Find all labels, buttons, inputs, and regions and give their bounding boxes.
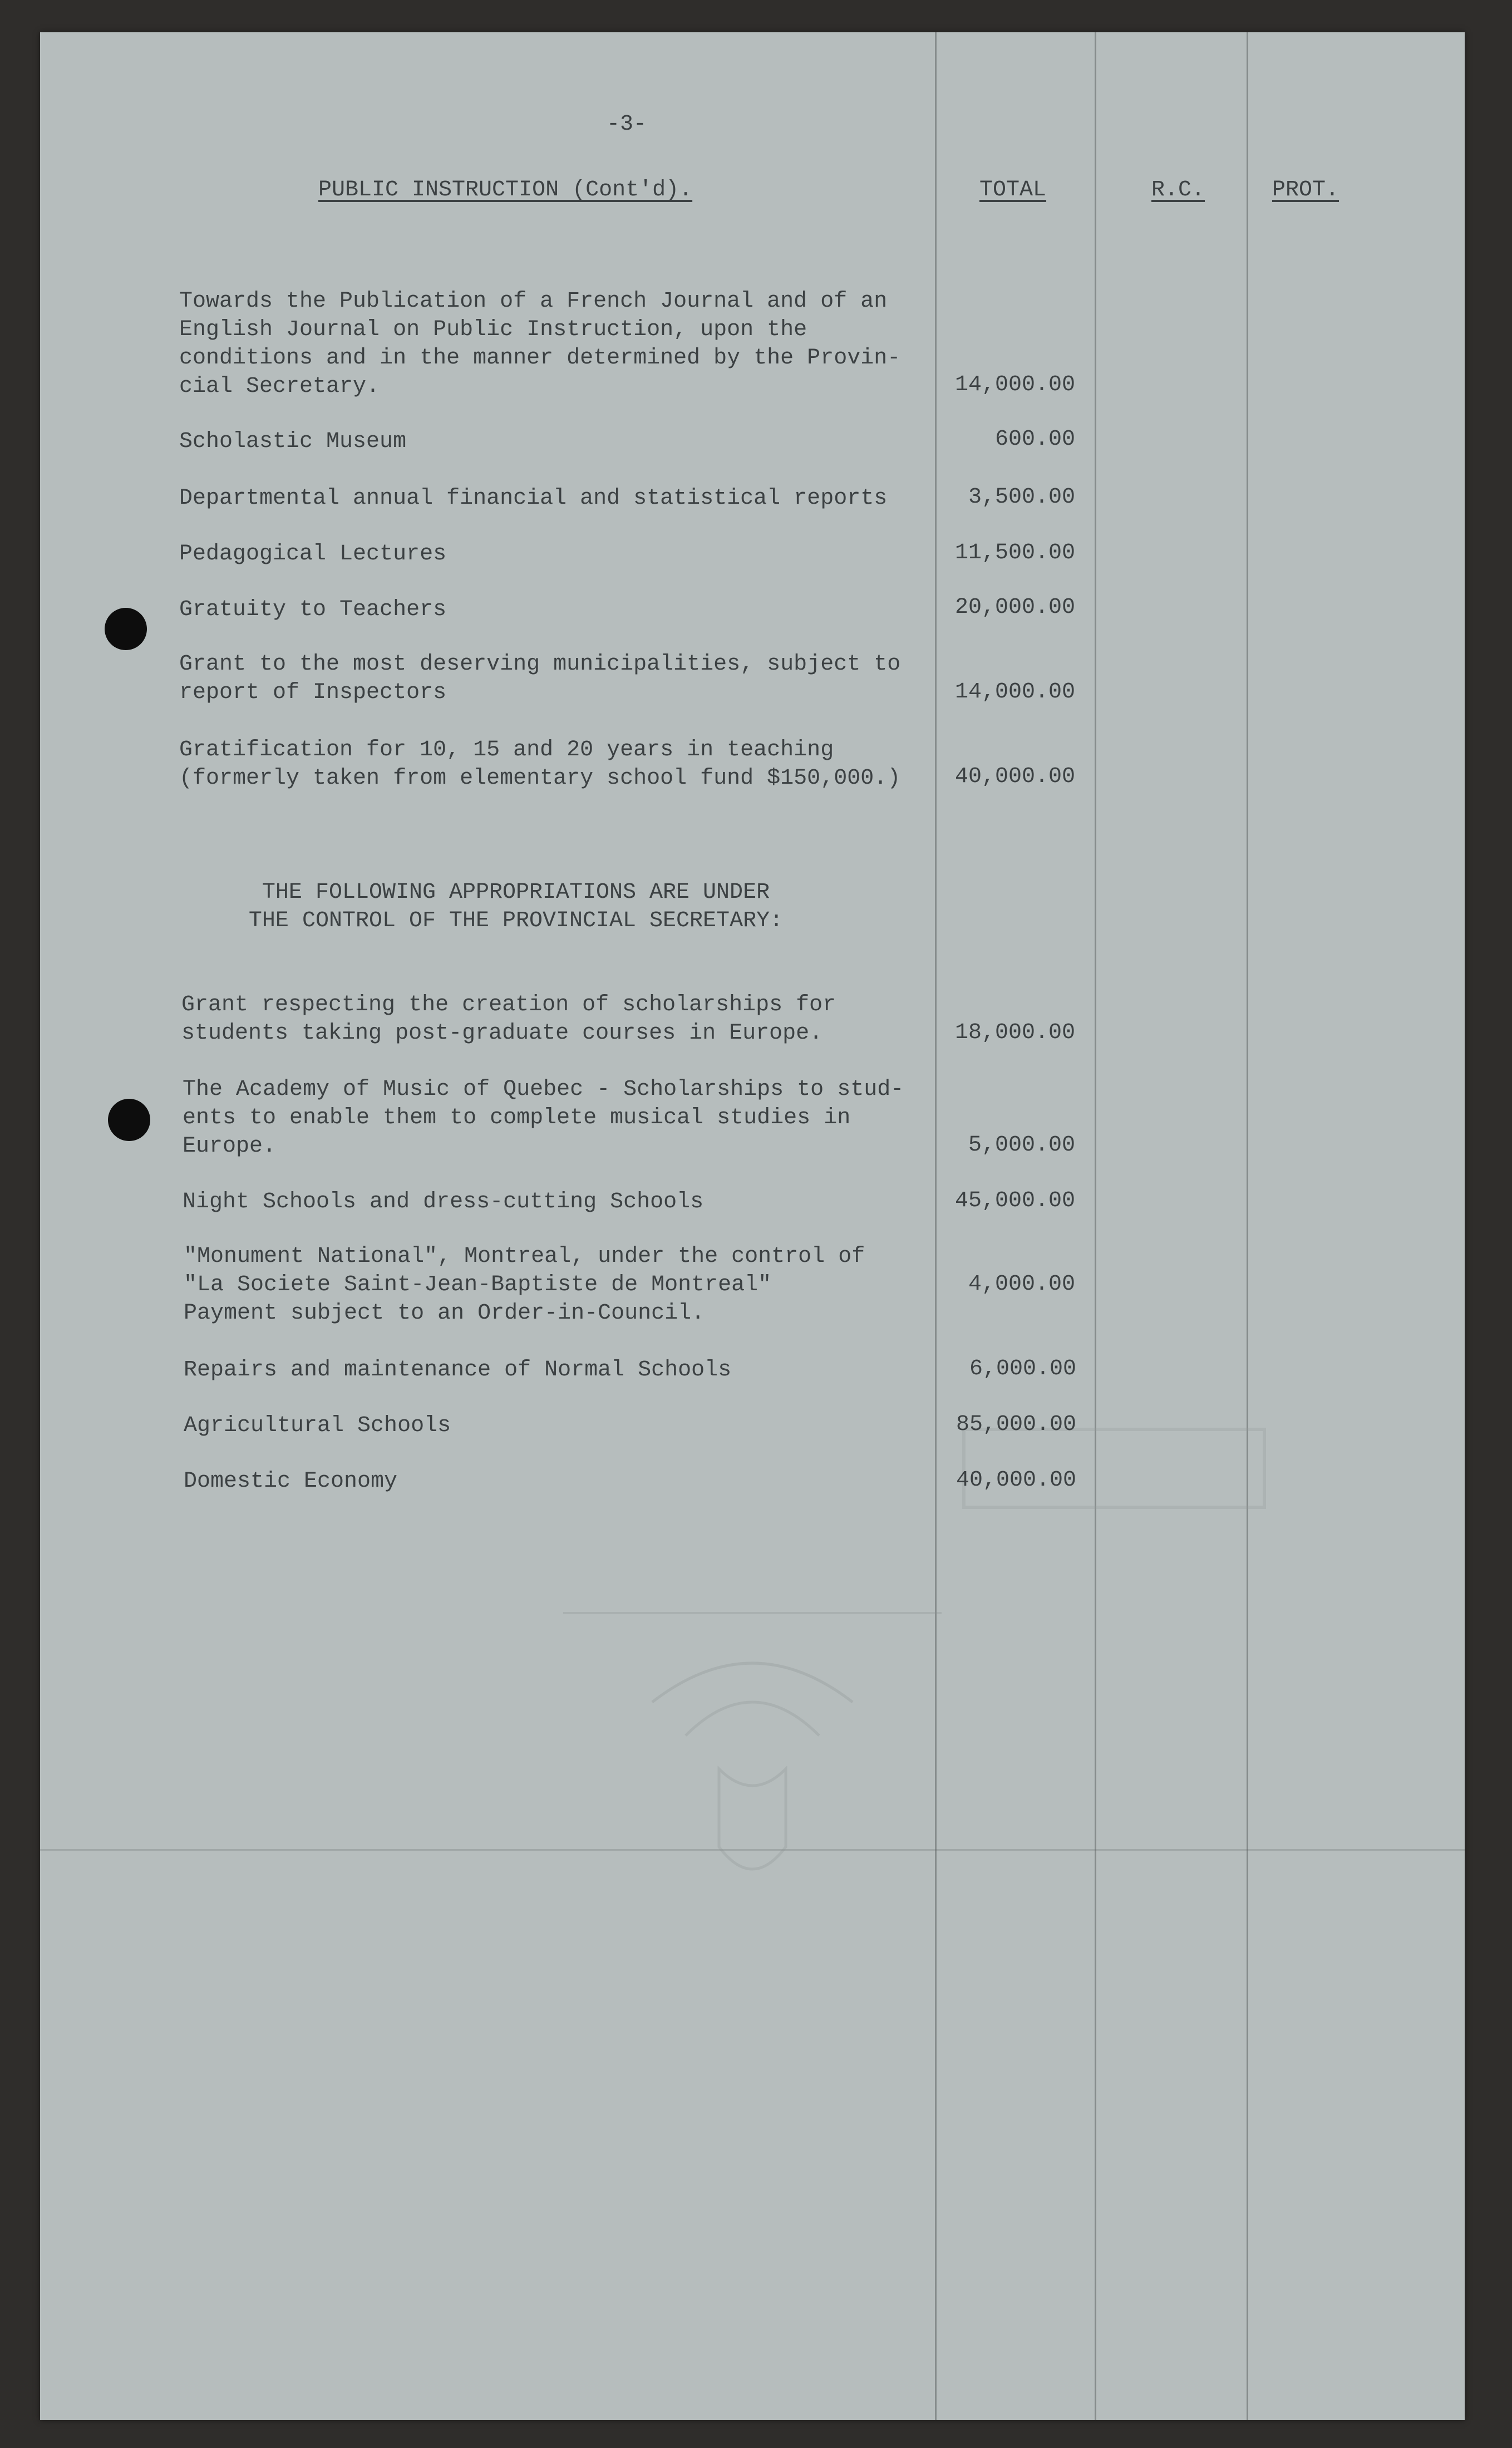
item-description: Repairs and maintenance of Normal Schools [184, 1358, 732, 1383]
punch-hole [105, 608, 147, 650]
rc-column-rule [1095, 32, 1096, 2420]
item-description: The Academy of Music of Quebec - Scholarships to stud- ents to enable them to complete musical studies in Europe. [183, 1077, 904, 1159]
item-description: Gratuity to Teachers [179, 597, 447, 622]
item-description: Scholastic Museum [179, 429, 407, 454]
item-description: Night Schools and dress-cutting Schools [183, 1189, 704, 1215]
item-amount: 600.00 [994, 427, 1075, 452]
page-number: -3- [607, 112, 647, 137]
item-amount: 20,000.00 [954, 595, 1075, 620]
item-amount: 11,500.00 [954, 540, 1075, 566]
punch-hole [108, 1099, 150, 1141]
item-description: Gratification for 10, 15 and 20 years in teaching (formerly taken from elementary school fund $150,000.) [179, 738, 901, 791]
item-description: Pedagogical Lectures [179, 542, 447, 567]
item-amount: 4,000.00 [968, 1272, 1075, 1297]
item-amount: 40,000.00 [954, 764, 1075, 789]
item-amount: 3,500.00 [968, 485, 1075, 510]
watermark-emblem [552, 1602, 953, 1914]
column-header-prot: PROT. [1272, 178, 1339, 203]
item-description: Grant respecting the creation of scholarships for students taking post-graduate courses in Europe. [181, 992, 836, 1046]
item-description: Grant to the most deserving municipalities, subject to report of Inspectors [179, 652, 901, 705]
item-description: Towards the Publication of a French Journal and of an English Journal on Public Instruction, upon the conditions and in the manner determined by the Provin- cial Secretary. [179, 289, 901, 399]
section-title: PUBLIC INSTRUCTION (Cont'd). [318, 178, 693, 203]
item-amount: 45,000.00 [954, 1188, 1075, 1213]
column-header-total: TOTAL [979, 178, 1047, 203]
prot-column-rule [1247, 32, 1248, 2420]
item-amount: 6,000.00 [969, 1356, 1076, 1382]
item-amount: 40,000.00 [956, 1468, 1076, 1493]
item-description: Domestic Economy [184, 1469, 398, 1494]
item-amount: 85,000.00 [956, 1412, 1076, 1437]
item-amount: 14,000.00 [954, 372, 1075, 397]
subsection-heading: THE FOLLOWING APPROPRIATIONS ARE UNDER THE CONTROL OF THE PROVINCIAL SECRETARY: [248, 880, 784, 933]
document-page [40, 32, 1465, 2420]
item-description: Departmental annual financial and statistical reports [179, 486, 888, 511]
item-description: "Monument National", Montreal, under the control of "La Societe Saint-Jean-Baptiste de Montreal" Payment subject to an Order-in-Council. [184, 1244, 865, 1326]
item-amount: 14,000.00 [954, 680, 1075, 705]
item-amount: 5,000.00 [968, 1133, 1075, 1158]
item-description: Agricultural Schools [184, 1413, 451, 1438]
column-header-rc: R.C. [1151, 178, 1205, 203]
item-amount: 18,000.00 [954, 1020, 1075, 1045]
